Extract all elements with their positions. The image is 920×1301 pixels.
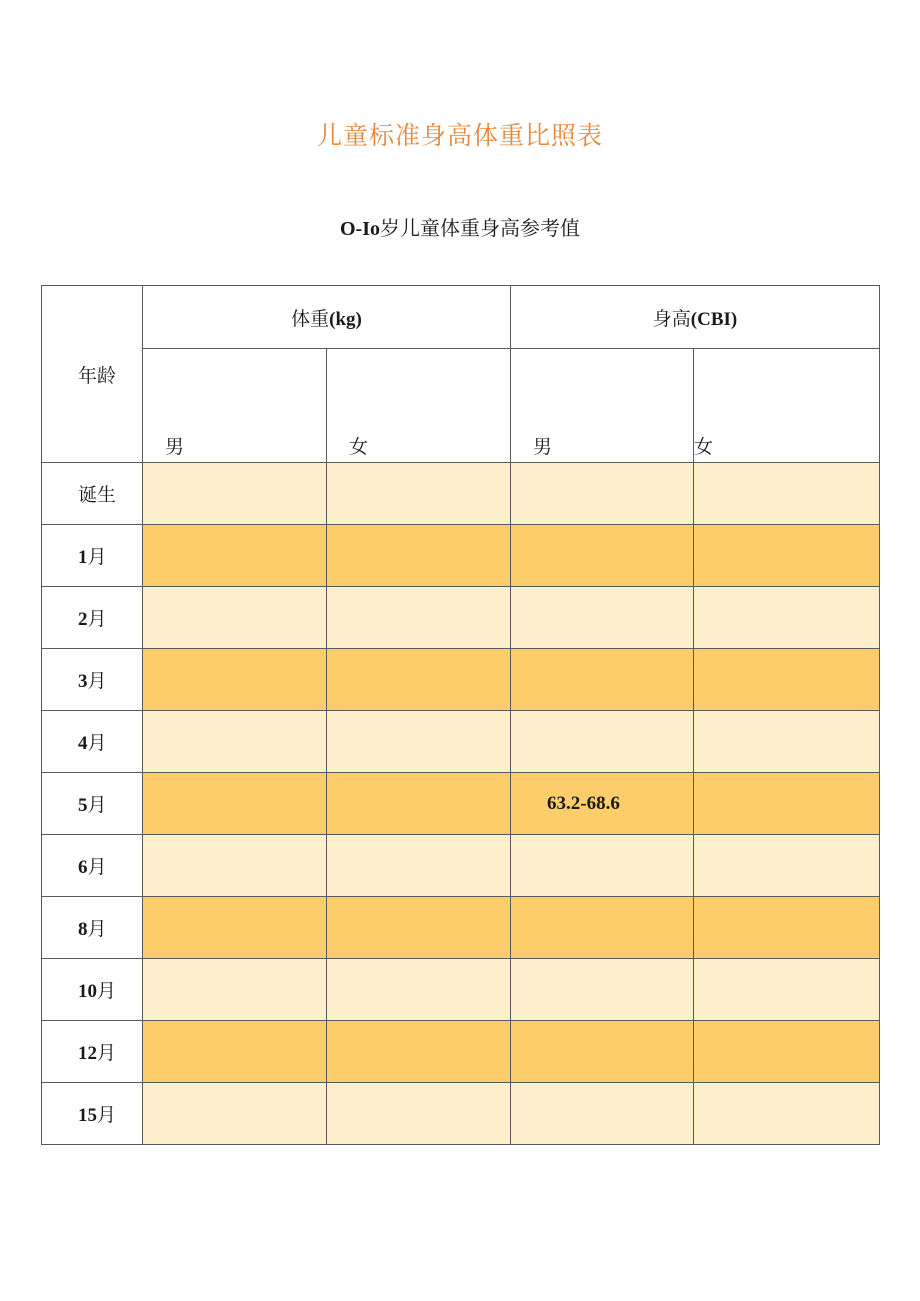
table-row [42, 649, 880, 711]
age-number: 8 [78, 919, 88, 940]
weight-female-header: 女 [327, 349, 511, 463]
table-row [42, 835, 880, 897]
age-number: 4 [78, 733, 88, 754]
age-cell [42, 649, 143, 711]
weight-male-cell [143, 525, 327, 587]
weight-female-cell [327, 649, 511, 711]
height-female-cell [694, 587, 880, 649]
height-male-cell [511, 587, 694, 649]
height-female-cell [694, 525, 880, 587]
subtitle-text: 岁儿童体重身高参考值 [380, 216, 580, 240]
weight-male-cell [143, 1083, 327, 1145]
subtitle-prefix: O-Io [340, 218, 380, 240]
weight-female-cell [327, 959, 511, 1021]
height-male-cell [511, 835, 694, 897]
weight-female-cell [327, 1083, 511, 1145]
age-cell [42, 711, 143, 773]
height-male-cell [511, 463, 694, 525]
age-unit: 月 [87, 732, 107, 754]
age-number: 12 [78, 1043, 97, 1064]
height-male-cell [511, 897, 694, 959]
height-unit: (CBI) [690, 308, 738, 330]
table-subtitle [0, 212, 920, 241]
height-male-cell [511, 1021, 694, 1083]
age-unit: 月 [87, 608, 107, 630]
height-male-cell: 63.2-68.6 [511, 773, 694, 835]
age-cell [42, 1021, 143, 1083]
weight-male-header: 男 [143, 349, 327, 463]
age-unit: 月 [97, 1104, 117, 1126]
age-number: 1 [78, 547, 88, 568]
weight-female-cell [327, 525, 511, 587]
table-row [42, 897, 880, 959]
weight-male-cell [143, 1021, 327, 1083]
header-row-sex [42, 349, 880, 463]
height-female-cell [694, 773, 880, 835]
height-female-cell [694, 463, 880, 525]
header-row-groups [42, 286, 880, 349]
weight-female-cell [327, 711, 511, 773]
age-cell [42, 525, 143, 587]
age-unit: 月 [97, 980, 117, 1002]
age-unit: 诞生 [78, 484, 117, 506]
height-male-cell [511, 525, 694, 587]
age-number: 5 [78, 795, 88, 816]
weight-male-cell [143, 463, 327, 525]
document-title: 儿童标准身高体重比照表 [316, 121, 603, 150]
age-unit: 月 [87, 794, 107, 816]
height-female-cell [694, 649, 880, 711]
table-row [42, 463, 880, 525]
weight-male-cell [143, 711, 327, 773]
height-male-cell [511, 1083, 694, 1145]
weight-female-cell [327, 587, 511, 649]
age-number: 6 [78, 857, 88, 878]
age-number: 10 [78, 981, 97, 1002]
table-row [42, 773, 880, 835]
weight-unit: (kg) [329, 308, 362, 330]
weight-male-cell [143, 835, 327, 897]
weight-label: 体重 [291, 307, 330, 330]
height-male-cell [511, 959, 694, 1021]
table-row [42, 711, 880, 773]
age-unit: 月 [87, 856, 107, 878]
weight-female-cell [327, 835, 511, 897]
height-group-header [511, 286, 880, 349]
weight-male-cell [143, 773, 327, 835]
age-cell [42, 463, 143, 525]
height-label: 身高 [652, 307, 691, 330]
height-female-cell [694, 1021, 880, 1083]
age-cell [42, 773, 143, 835]
age-cell [42, 959, 143, 1021]
age-cell [42, 587, 143, 649]
age-number: 2 [78, 609, 88, 630]
table-row [42, 1021, 880, 1083]
weight-female-cell [327, 1021, 511, 1083]
height-female-cell [694, 1083, 880, 1145]
weight-female-cell [327, 773, 511, 835]
height-weight-table [41, 285, 880, 1145]
age-unit: 月 [87, 546, 107, 568]
age-number: 3 [78, 671, 88, 692]
weight-female-cell [327, 897, 511, 959]
table-row [42, 525, 880, 587]
height-male-cell [511, 649, 694, 711]
age-number: 15 [78, 1105, 97, 1126]
age-column-header: 年龄 [42, 286, 143, 463]
height-female-header: 女 [694, 349, 880, 463]
height-female-cell [694, 711, 880, 773]
table-row [42, 1083, 880, 1145]
age-cell [42, 897, 143, 959]
age-cell [42, 1083, 143, 1145]
height-male-cell [511, 711, 694, 773]
height-female-cell [694, 897, 880, 959]
age-unit: 月 [87, 670, 107, 692]
age-unit: 月 [87, 918, 107, 940]
height-female-cell [694, 835, 880, 897]
height-female-cell [694, 959, 880, 1021]
weight-male-cell [143, 959, 327, 1021]
weight-male-cell [143, 897, 327, 959]
weight-male-cell [143, 587, 327, 649]
weight-male-cell [143, 649, 327, 711]
weight-group-header [143, 286, 511, 349]
height-male-header: 男 [511, 349, 694, 463]
table-row [42, 959, 880, 1021]
age-cell [42, 835, 143, 897]
table-row [42, 587, 880, 649]
weight-female-cell [327, 463, 511, 525]
age-unit: 月 [97, 1042, 117, 1064]
